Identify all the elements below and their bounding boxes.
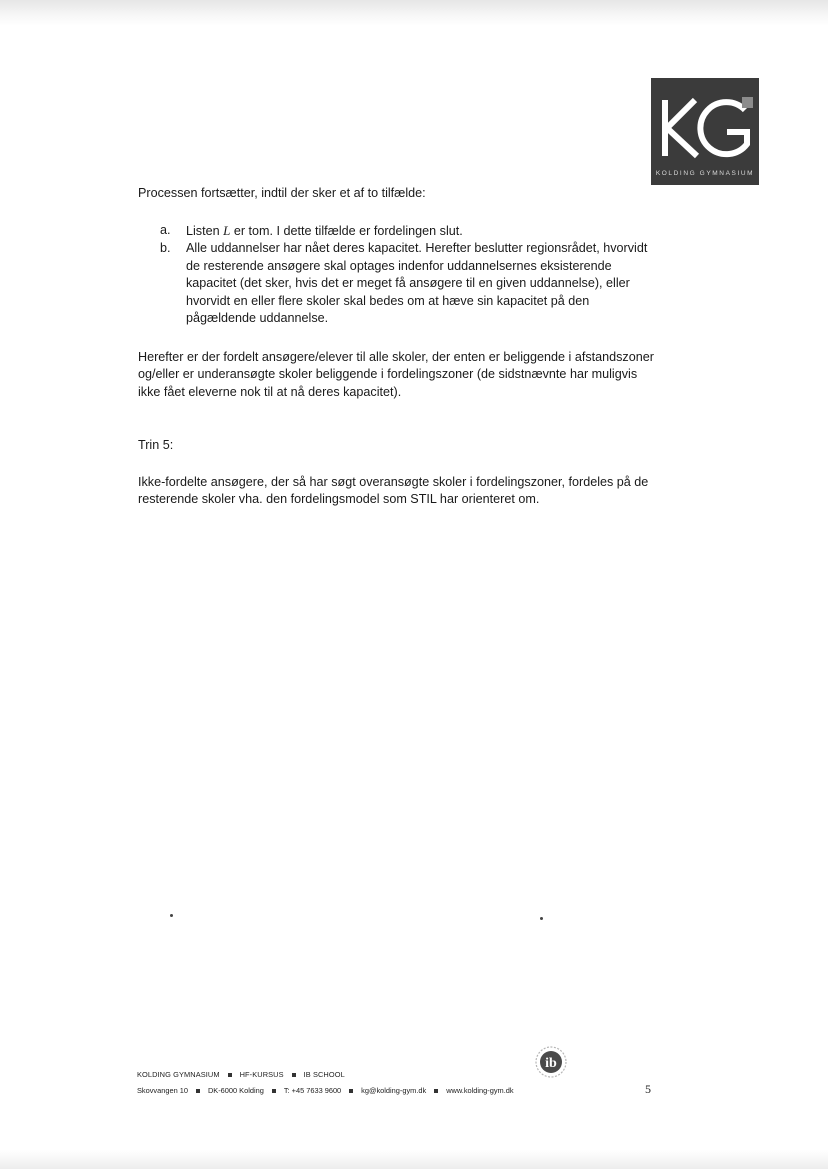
separator-square (228, 1073, 232, 1077)
document-body (138, 185, 658, 509)
list-item (160, 240, 658, 328)
list-marker: a. (160, 222, 171, 237)
separator-square (196, 1089, 200, 1093)
footer-phone: T: +45 7633 9600 (283, 1086, 342, 1095)
footer-website: www.kolding-gym.dk (446, 1086, 514, 1095)
footer-ib-school: IB SCHOOL (303, 1070, 345, 1079)
step-paragraph: Ikke-fordelte ansøgere, der så har søgt overansøgte skoler i fordelingszoner, fordeles på de resterende skoler vha. den fordelingsmodel som STIL har orienteret om. (138, 474, 649, 506)
footer-city: DK-6000 Kolding (207, 1086, 264, 1095)
list-variable: L (223, 222, 231, 238)
separator-square (272, 1089, 276, 1093)
scan-dot (170, 914, 173, 917)
footer-school-name: KOLDING GYMNASIUM (137, 1070, 220, 1079)
separator-square (434, 1089, 438, 1093)
scan-edge-bottom (0, 1150, 828, 1169)
scan-edge-top (0, 0, 828, 26)
list-item-text-start: Listen (186, 223, 224, 238)
footer-contact-line (137, 1086, 514, 1095)
condition-list (138, 222, 658, 328)
list-item-text: Alle uddannelser har nået deres kapacitet. Herefter beslutter regionsrådet, hvorvidt de resterende ansøgere skal optages indenfor uddannelsernes eksisterende kapacitet (det sker, hvis det er meget få ansøgere til en given uddannelse), eller hvorvidt en eller flere skoler skal bedes om at hæve sin kapacitet på den pågældende uddannelse. (186, 241, 648, 325)
page-number: 5 (645, 1082, 651, 1096)
scan-dot (540, 917, 543, 920)
intro-paragraph: Processen fortsætter, indtil der sker et af to tilfælde: (138, 186, 426, 200)
ib-logo-text: ib (545, 1056, 557, 1071)
list-marker: b. (160, 241, 171, 255)
summary-paragraph: Herefter er der fordelt ansøgere/elever til alle skoler, der enten er beliggende i afstandszoner og/eller er underansøgte skoler beliggende i fordelingszoner (de sidstnævnte har muligvis ikke fået eleverne nok til at nå deres kapacitet). (138, 349, 654, 399)
step-heading: Trin 5: (138, 438, 174, 452)
separator-square (292, 1073, 296, 1077)
footer-organisation-line (137, 1070, 345, 1079)
separator-square (349, 1089, 353, 1093)
logo-square (742, 97, 753, 108)
ib-school-logo (534, 1045, 568, 1079)
kolding-gymnasium-logo (651, 78, 759, 185)
logo-caption: KOLDING GYMNASIUM (655, 170, 755, 177)
footer-email: kg@kolding-gym.dk (361, 1086, 427, 1095)
footer-address: Skovvangen 10 (137, 1086, 188, 1095)
list-item (160, 222, 658, 241)
list-item-text-end: er tom. I dette tilfælde er fordelingen slut. (230, 223, 463, 238)
footer-hf-kursus: HF-KURSUS (239, 1070, 284, 1079)
